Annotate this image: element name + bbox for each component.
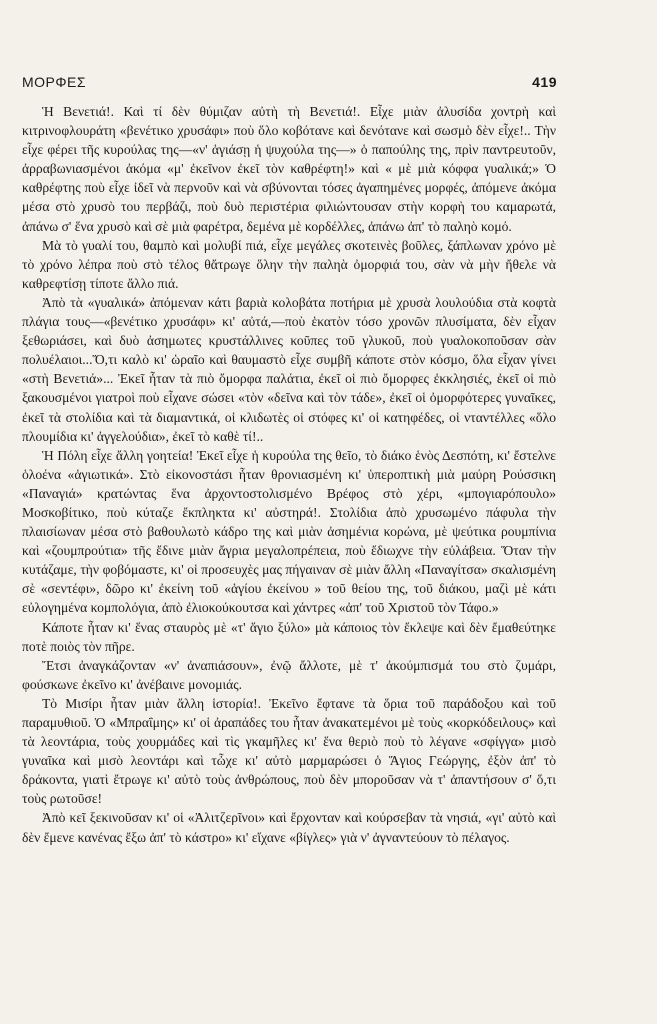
- paragraph: Ἡ Βενετιά!. Καὶ τί δὲν θύμιζαν αὐτὴ τὴ Βενετιά!. Εἶχε μιὰν ἀλυσίδα χοντρὴ καὶ κιτρινοφλουράτη «βενέτικο χρυσάφι» ποὺ ὅλο κοβότανε καὶ δενότανε καὶ σωσμὸ δὲν εἶχε!.. Τὴν εἶχε φέρει τῆς κυρούλας της—«ν' ἁγιάσῃ ἡ ψυχούλα της—» ὁ παπούλης της, πρὶν παντρευτοῦν, ἀρραβωνιασμένοι ἀκόμα «μ' ἐκεῖνον ἐκεῖ τὸν καθρέφτη!» καὶ « μὲ μιὰ κόφφα γυαλικά;» Ὁ καθρέφτης ποὺ εἶχε ἰδεῖ νὰ περνοῦν καὶ νὰ σβύνονται τόσες ἀγαπημένες μορφές, ἀπόμενε ἀκόμα μέσα στὸ χρυσὸ του περβάζι, ποὺ δυὸ περιστέρια φιλιώντουσαν στὴν κορφὴ του καμαρωτά, ἀπάνω σ' ἕνα χρυσὸ καὶ σὲ μιὰ φαρέτρα, δεμένα μὲ κορδέλλες, ἀπάνω ἀπ' τὸ παληὸ κομό.: [22, 104, 556, 234]
- paragraph: Μὰ τὸ γυαλί του, θαμπὸ καὶ μολυβί πιά, εἶχε μεγάλες σκοτεινὲς βοῦλες, ξάπλωναν χρόνο μὲ τὸ χρόνο λέπρα ποὺ στὸ τέλος θἄτρωγε ὅλην τὴν παληὰ ὀμορφιά του, σὰν νὰ μὴν ἤθελε νὰ καθρεφτίσῃ τίποτε ἄλλο πιά.: [22, 237, 556, 291]
- paragraph: Τὸ Μισίρι ἦταν μιὰν ἄλλη ἱστορία!. Ἐκεῖνο ἔφτανε τὰ ὅρια τοῦ παράδοξου καὶ τοῦ παραμυθιοῦ. Ὁ «Μπραΐμης» κι' οἱ ἀραπάδες του ἦταν ἀνακατεμένοι μὲ τοὺς «κορκόδειλους» καὶ τὰ λεοντάρια, τοὺς χουρμάδες καὶ τὶς γκαμῆλες κι' ἕνα θεριὸ ποὺ τὸ λέγανε «σφίγγα» μισὸ γυναῖκα καὶ μισὸ λεοντάρι καὶ τὦχε κι' αὐτὸ μαρμαρώσει ὁ Ἅγιος Γεώργης, ἐξὸν ἀπ' τὸ δράκοντα, γιατὶ ἔτρωγε κι' αὐτὸ τοὺς ἀνθρώπους, ποὺ δὲν μποροῦσαν νὰ τ' ἀπαντήσουν σ' ὅ,τι τοὺς ρωτοῦσε!: [22, 695, 556, 807]
- paragraph: Ἔτσι ἀναγκάζονταν «ν' ἀναπιάσουν», ἐνῷ ἄλλοτε, μὲ τ' ἀκούμπισμά του στὸ ζυμάρι, φούσκωνε ἐκεῖνο κι' ἀνέβαινε μονομιάς.: [22, 657, 556, 692]
- page-number: 419: [532, 74, 557, 90]
- running-head: [22, 74, 557, 96]
- paragraph: Κάποτε ἦταν κι' ἕνας σταυρὸς μὲ «τ' ἅγιο ξύλο» μὰ κάποιος τὸν ἔκλεψε καὶ δὲν ἔμαθεύτηκε ποτὲ ποιὸς τὸν πῆρε.: [22, 619, 556, 654]
- body-text: [22, 102, 556, 847]
- paragraph: Ἀπὸ κεῖ ξεκινοῦσαν κι' οἱ «Ἀλιτζερῖνοι» καὶ ἔρχονταν καὶ κούρσεβαν τὰ νησιά, «γι' αὐτὸ καὶ δὲν ἔμενε κανένας ἔξω ἀπ' τὸ κάστρο» κι' εἴχανε «βίγλες» γιὰ ν' ἀγναντεύουν τὸ πέλαγος.: [22, 810, 556, 845]
- running-title: ΜΟΡΦΕΣ: [22, 74, 87, 90]
- paragraph: Ἀπὸ τὰ «γυαλικά» ἀπόμεναν κάτι βαριὰ κολοβάτα ποτήρια μὲ χρυσὰ λουλούδια στὰ κοφτὰ πλάγια τους—«βενέτικο χρυσάφι» κι' αὐτά,—ποὺ ἑκατὸν τόσο χρονῶν πλυσίματα, δὲν εἶχαν ξεθωριάσει, καὶ δυὸ ἀσημωτες κρυστάλλινες κοῦπες τοῦ γλυκοῦ, ποὺ γυαλοκοποῦσαν σὰν πολυέλαιοι...Ὅ,τι καλὸ κι' ὡραῖο καὶ θαυμαστὸ εἶχε συμβῆ κάποτε στὸν κόσμο, ὅλα εἶχαν γίνει «στὴ Βενετιά»... Ἐκεῖ ἦταν τὰ πιὸ ὄμορφα παλάτια, ἐκεῖ οἱ πιὸ ὄμορφες ἐκκλησιές, ἐκεῖ οἱ πιὸ ξακουσμένοι γιατροὶ ποὺ εἶχανε σώσει «τὸν «δεῖνα καὶ τὸν τάδε», ἐκεῖ οἱ ὀμορφότερες γυναῖκες, ἐκεῖ τὰ στολίδια καὶ τὰ διαμαντικά, οἱ κλιδωτὲς οἱ στόφες κι' οἱ κατηφέδες, οἱ νταντέλλες «ὅλο πλουμίδια κι' ἀγγελούδια», ἐκεῖ τὸ καθὲ τί!..: [22, 294, 556, 444]
- paragraph: Ἡ Πόλη εἶχε ἄλλη γοητεία! Ἐκεῖ εἶχε ἡ κυρούλα της θεῖο, τὸ διάκο ἑνὸς Δεσπότη, κι' ἔστελνε ὁλοένα «ἁγιωτικά». Στὸ εἰκονοστάσι ἦταν θρονιασμένη κι' ὑπεροπτικὴ μιὰ μαύρη Ρούσσικη «Παναγιά» κρατώντας ἕνα ἀρχοντοστολισμένο Βρέφος στὸ χέρι, «μπογιαρόπουλο» Μοσκοβίτικο, ποὺ κύταζε ἔκπληκτα κι' αὐστηρά!. Στολίδια ἀπὸ χρυσωμένο πάφυλα τὴν πλαισίωναν μέσα στὸ βαθουλωτὸ κάδρο της καὶ μιὰν ἀσημένια κορώνα, μὲ ψεύτικα ρουμπίνια καὶ «ζουμπρούτια» τῆς ἔδινε μιὰν ἄγρια μεγαλοπρέπεια, ποὺ ἔδιωχνε τὴν εὐλάβεια. Ὅταν τὴν κυτάζαμε, τὴν φοβόμαστε, κι' οἱ προσευχὲς μας πήγαιναν σὲ μιὰν ἄλλη «Παναγίτσα» σκαλισμένη σὲ «σεντέφι», δῶρο κι' ἐκείνη τοῦ «ἁγίου ἐκείνου » τοῦ θείου της, τοῦ διάκου, μαζὶ μὲ κάτι εὐλογημένα κομπολόγια, ἀπὸ ἐλιοκούκουτσα καὶ χάντρες «ἀπ' τοῦ Χριστοῦ τὸν Τάφο.»: [22, 447, 556, 616]
